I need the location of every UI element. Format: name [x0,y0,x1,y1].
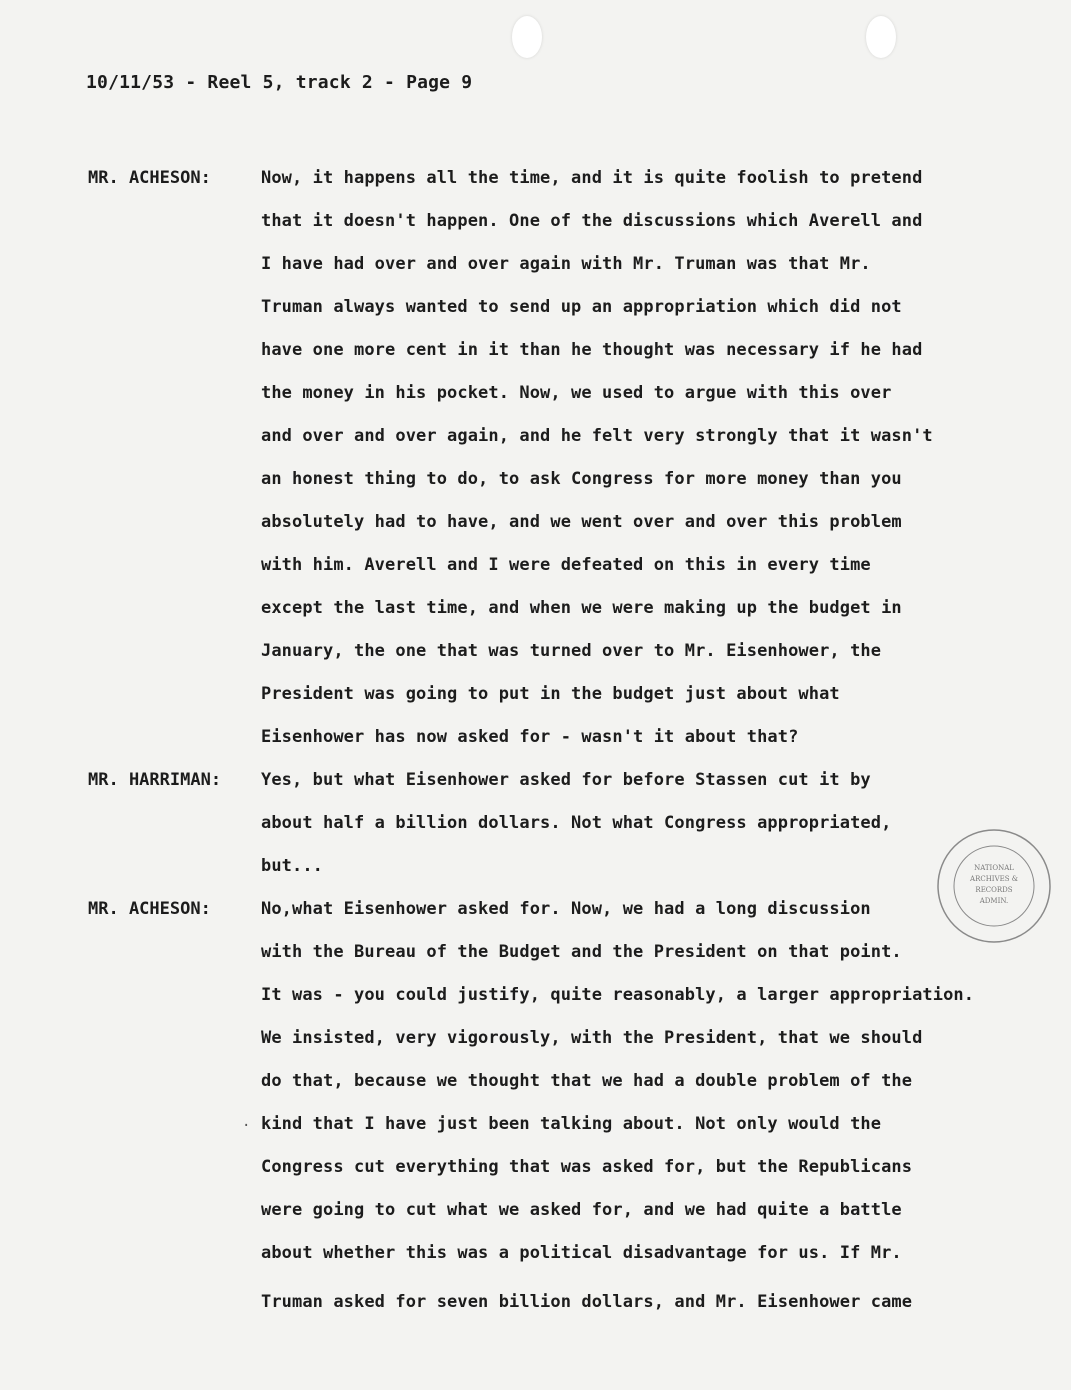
stamp-center-line: ADMIN. [979,897,1009,905]
archive-stamp-icon [934,826,1054,946]
text-line: Eisenhower has now asked for - wasn't it about that? [261,727,799,747]
text-line: January, the one that was turned over to Mr. Eisenhower, the [261,641,882,661]
stamp-center-line: ARCHIVES & [970,875,1018,883]
speaker-label: MR. ACHESON: [88,899,211,919]
text-line: about whether this was a political disadvantage for us. If Mr. [261,1243,902,1263]
text-line: No,what Eisenhower asked for. Now, we had a long discussion [261,899,871,919]
text-line: and over and over again, and he felt very strongly that it wasn't [261,426,933,446]
text-line: the money in his pocket. Now, we used to argue with this over [261,383,892,403]
text-line: kind that I have just been talking about. Not only would the [261,1114,882,1134]
margin-mark: · [242,1118,251,1134]
speaker-label: MR. HARRIMAN: [88,770,222,790]
stamp-center-line: NATIONAL [974,864,1014,872]
text-line: Now, it happens all the time, and it is quite foolish to pretend [261,168,923,188]
text-line: that it doesn't happen. One of the discussions which Averell and [261,211,923,231]
stamp-center-line: RECORDS [975,886,1013,894]
page-header: 10/11/53 - Reel 5, track 2 - Page 9 [86,72,473,93]
text-line: President was going to put in the budget just about what [261,684,840,704]
text-line: Truman always wanted to send up an appropriation which did not [261,297,902,317]
text-line: We insisted, very vigorously, with the President, that we should [261,1028,923,1048]
text-line: I have had over and over again with Mr. Truman was that Mr. [261,254,871,274]
text-line: with him. Averell and I were defeated on this in every time [261,555,871,575]
punch-hole [866,16,896,58]
speaker-label: MR. ACHESON: [88,168,211,188]
text-line: absolutely had to have, and we went over and over this problem [261,512,902,532]
text-line: Congress cut everything that was asked for, but the Republicans [261,1157,913,1177]
text-line: It was - you could justify, quite reasonably, a larger appropriation. [261,985,975,1005]
text-line: but... [261,856,324,876]
text-line: Yes, but what Eisenhower asked for before Stassen cut it by [261,770,871,790]
text-line: Truman asked for seven billion dollars, and Mr. Eisenhower came [261,1292,913,1312]
punch-hole [512,16,542,58]
archive-stamp [934,826,1054,946]
text-line: have one more cent in it than he thought was necessary if he had [261,340,923,360]
text-line: were going to cut what we asked for, and we had quite a battle [261,1200,902,1220]
text-line: except the last time, and when we were making up the budget in [261,598,902,618]
text-line: do that, because we thought that we had a double problem of the [261,1071,913,1091]
text-line: an honest thing to do, to ask Congress for more money than you [261,469,902,489]
text-line: with the Bureau of the Budget and the President on that point. [261,942,902,962]
text-line: about half a billion dollars. Not what Congress appropriated, [261,813,892,833]
